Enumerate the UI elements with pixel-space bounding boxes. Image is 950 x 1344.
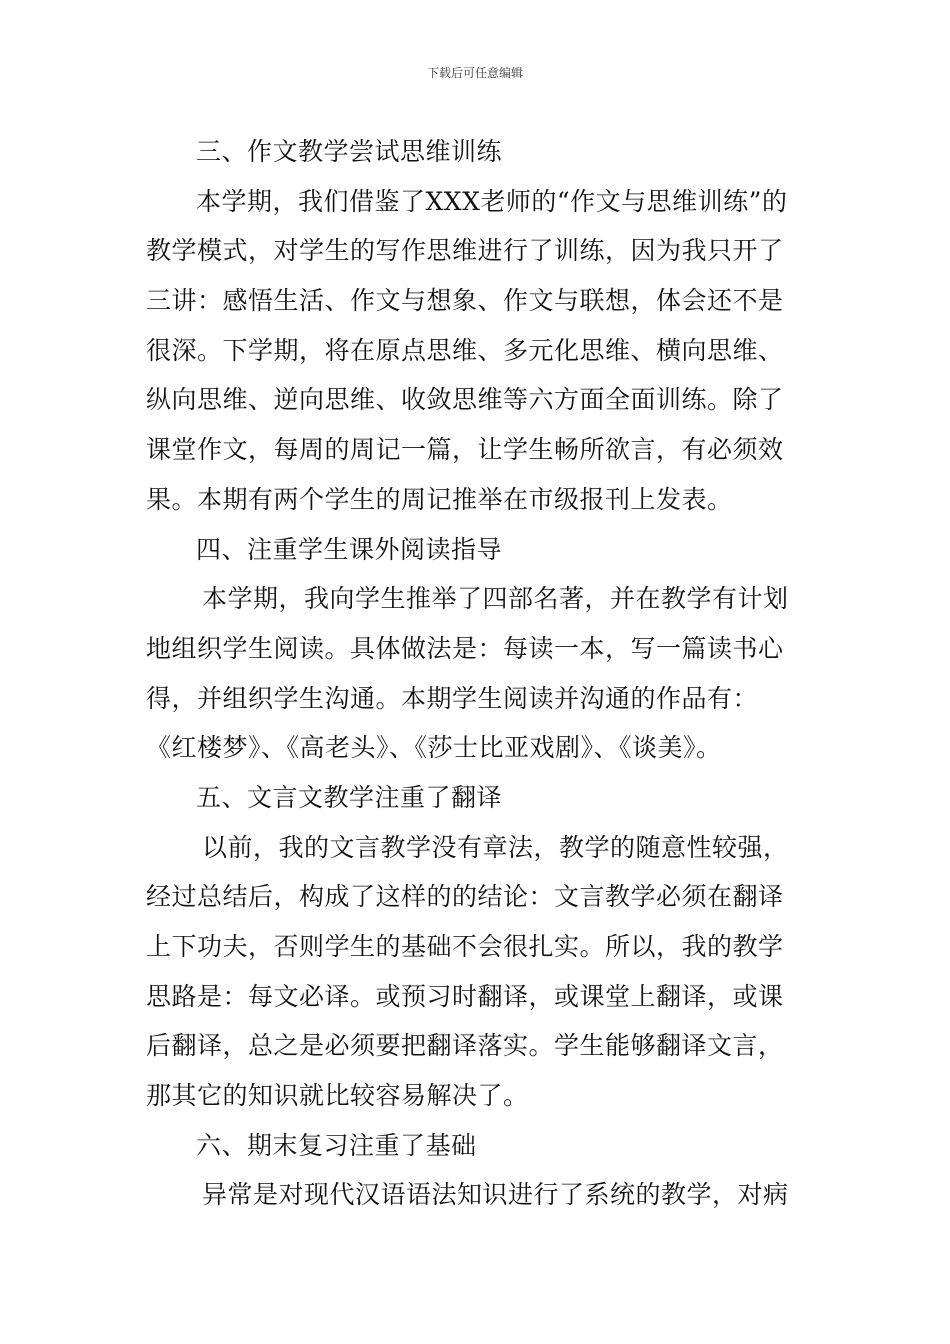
paragraph-line: 那其它的知识就比较容易解决了。 bbox=[146, 1081, 529, 1111]
section-heading-6: 六、期末复习注重了基础 bbox=[196, 1130, 477, 1160]
paragraph-line: 以前，我的文言教学没有章法，教学的随意性较强， bbox=[202, 832, 789, 862]
document-body bbox=[146, 127, 810, 1220]
paragraph-line: 异常是对现代汉语语法知识进行了系统的教学，对病 bbox=[202, 1180, 789, 1210]
header-note: 下载后可任意编辑 bbox=[426, 66, 523, 80]
paragraph-line: 得，并组织学生沟通。本期学生阅读并沟通的作品有： bbox=[146, 683, 759, 713]
paragraph-line: 上下功夫，否则学生的基础不会很扎实。所以，我的教学 bbox=[146, 932, 784, 961]
paragraph-line: 三讲：感悟生活、作文与想象、作文与联想，体会还不是 bbox=[146, 286, 784, 316]
paragraph-line: 经过总结后，构成了这样的的结论：文言教学必须在翻译 bbox=[146, 882, 784, 912]
paragraph-line: 《红楼梦》、《高老头》、《莎士比亚戏剧》、《谈美》。 bbox=[146, 733, 722, 763]
paragraph-line: 后翻译，总之是必须要把翻译落实。学生能够翻译文言， bbox=[146, 1031, 784, 1061]
paragraph-line: 很深。下学期，将在原点思维、多元化思维、横向思维、 bbox=[146, 335, 784, 365]
paragraph-line: 果。本期有两个学生的周记推举在市级报刊上发表。 bbox=[146, 484, 733, 514]
paragraph-line: 本学期，我们借鉴了XXX老师的“作文与思维训练”的 bbox=[196, 186, 788, 216]
section-heading-4: 四、注重学生课外阅读指导 bbox=[196, 534, 503, 564]
paragraph-line: 教学模式，对学生的写作思维进行了训练，因为我只开了 bbox=[146, 236, 784, 266]
paragraph-line: 思路是：每文必译。或预习时翻译，或课堂上翻译，或课 bbox=[146, 981, 784, 1011]
paragraph-line: 纵向思维、逆向思维、收敛思维等六方面全面训练。除了 bbox=[146, 385, 784, 415]
paragraph-line: 课堂作文，每周的周记一篇，让学生畅所欲言，有必须效 bbox=[146, 435, 784, 465]
section-heading-3: 三、作文教学尝试思维训练 bbox=[196, 137, 503, 166]
section-heading-5: 五、文言文教学注重了翻译 bbox=[196, 782, 503, 812]
paragraph-line: 地组织学生阅读。具体做法是：每读一本，写一篇读书心 bbox=[146, 633, 784, 663]
paragraph-line: 本学期，我向学生推举了四部名著，并在教学有计划 bbox=[202, 584, 789, 614]
